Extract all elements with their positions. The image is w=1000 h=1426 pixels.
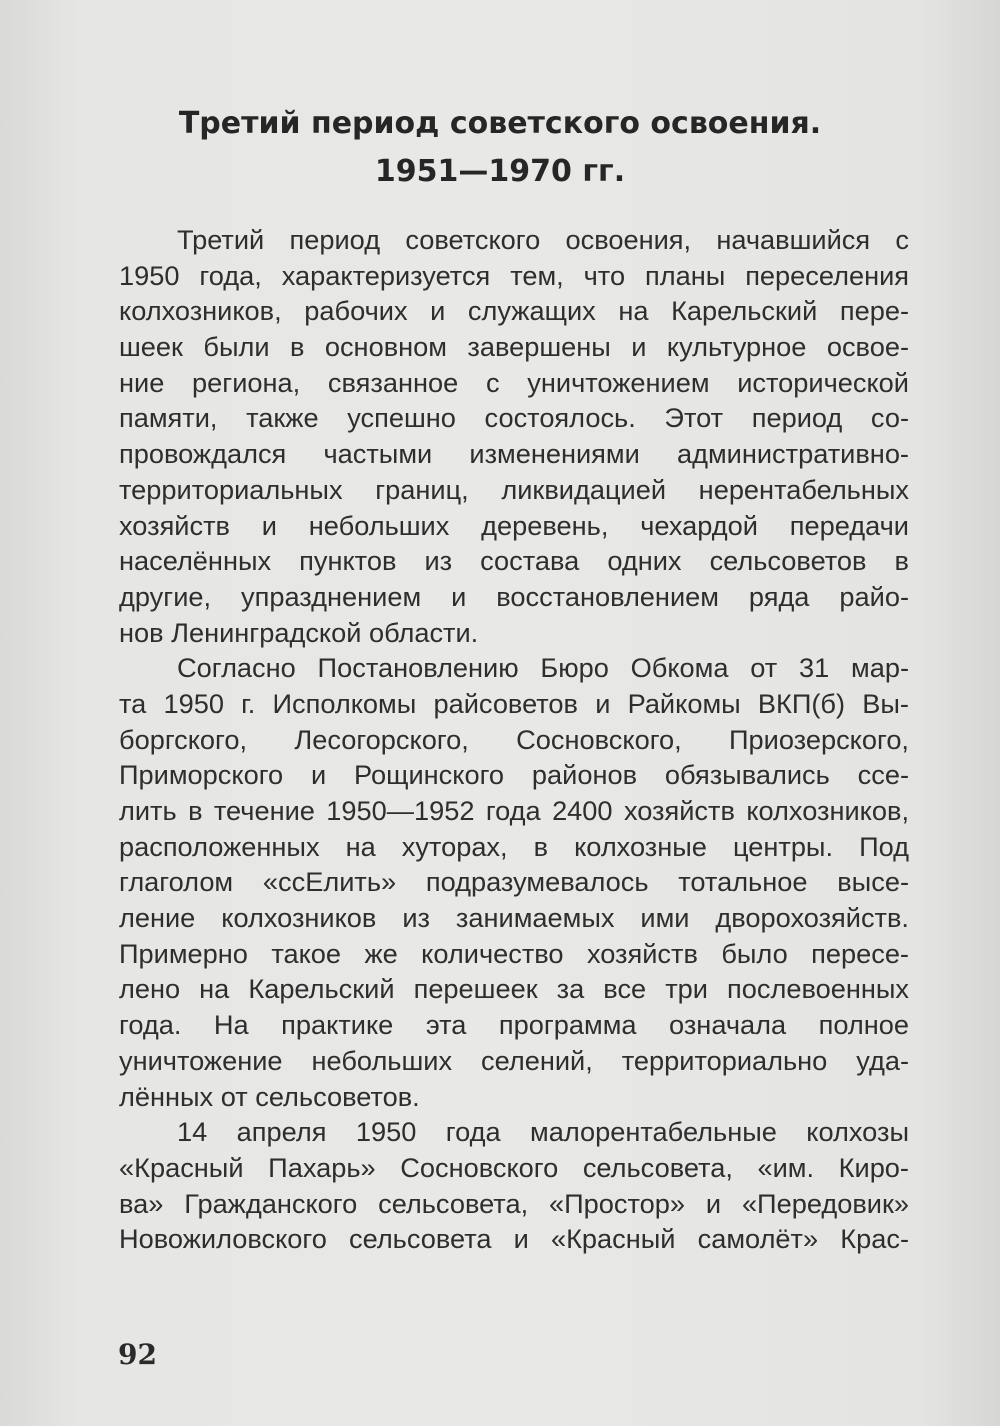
text-line: нов Ленинградской области.	[119, 616, 479, 648]
text-line: другие, упразднением и восстановлением ряда райо-	[119, 580, 909, 612]
text-line: хозяйств и небольших деревень, чехардой передачи	[119, 509, 909, 541]
text-line: территориальных границ, ликвидацией нерентабельных	[119, 473, 909, 505]
text-line: ление колхозников из занимаемых ими дворохозяйств.	[119, 902, 909, 934]
text-line: ние региона, связанное с уничтожением исторической	[119, 366, 909, 398]
text-line: 14 апреля 1950 года малорентабельные колхозы	[177, 1116, 909, 1148]
chapter-heading	[0, 100, 1000, 196]
page-number: 92	[118, 1338, 157, 1371]
text-line: памяти, также успешно состоялось. Этот период со-	[119, 402, 909, 434]
text-line: года. На практике эта программа означала полное	[119, 1009, 909, 1041]
text-line: лить в течение 1950—1952 года 2400 хозяйств колхозников,	[119, 795, 909, 826]
text-line: Новожиловского сельсовета и «Красный самолёт» Крас-	[119, 1223, 909, 1255]
text-line: 1950 года, характеризуется тем, что планы переселения	[119, 259, 909, 291]
text-line: глаголом «ссЕлить» подразумевалось тотальное высе-	[119, 866, 909, 898]
text-line: лённых от сельсоветов.	[119, 1080, 420, 1112]
text-line: расположенных на хуторах, в колхозные центры. Под	[119, 830, 909, 862]
heading-line-1: Третий период советского освоения.	[178, 106, 822, 141]
text-line: уничтожение небольших селений, территориально уда-	[119, 1044, 909, 1076]
heading-line-2: 1951—1970 гг.	[374, 154, 626, 189]
text-line: Третий период советского освоения, начавшийся с	[177, 224, 909, 255]
text-line: провождался частыми изменениями административно-	[119, 438, 909, 470]
text-line: шеек были в основном завершены и культурное освое-	[119, 331, 909, 363]
text-line: та 1950 г. Исполкомы райсоветов и Райкомы ВКП(б) Вы-	[119, 687, 909, 719]
text-line: ва» Гражданского сельсовета, «Простор» и «Передовик»	[119, 1187, 909, 1219]
text-line: Примерно такое же количество хозяйств было пересе-	[119, 937, 909, 969]
text-line: населённых пунктов из состава одних сельсоветов в	[119, 545, 909, 577]
text-line: колхозников, рабочих и служащих на Карельский пере-	[119, 295, 909, 327]
text-line: Согласно Постановлению Бюро Обкома от 31 мар-	[177, 652, 909, 684]
text-line: лено на Карельский перешеек за все три послевоенных	[119, 973, 909, 1005]
text-line: боргского, Лесогорского, Сосновского, Приозерского,	[119, 723, 909, 755]
text-line: «Красный Пахарь» Сосновского сельсовета, «им. Киро-	[119, 1151, 909, 1183]
body-text	[119, 222, 909, 1257]
text-line: Приморского и Рощинского районов обязывались ссе-	[119, 759, 909, 791]
